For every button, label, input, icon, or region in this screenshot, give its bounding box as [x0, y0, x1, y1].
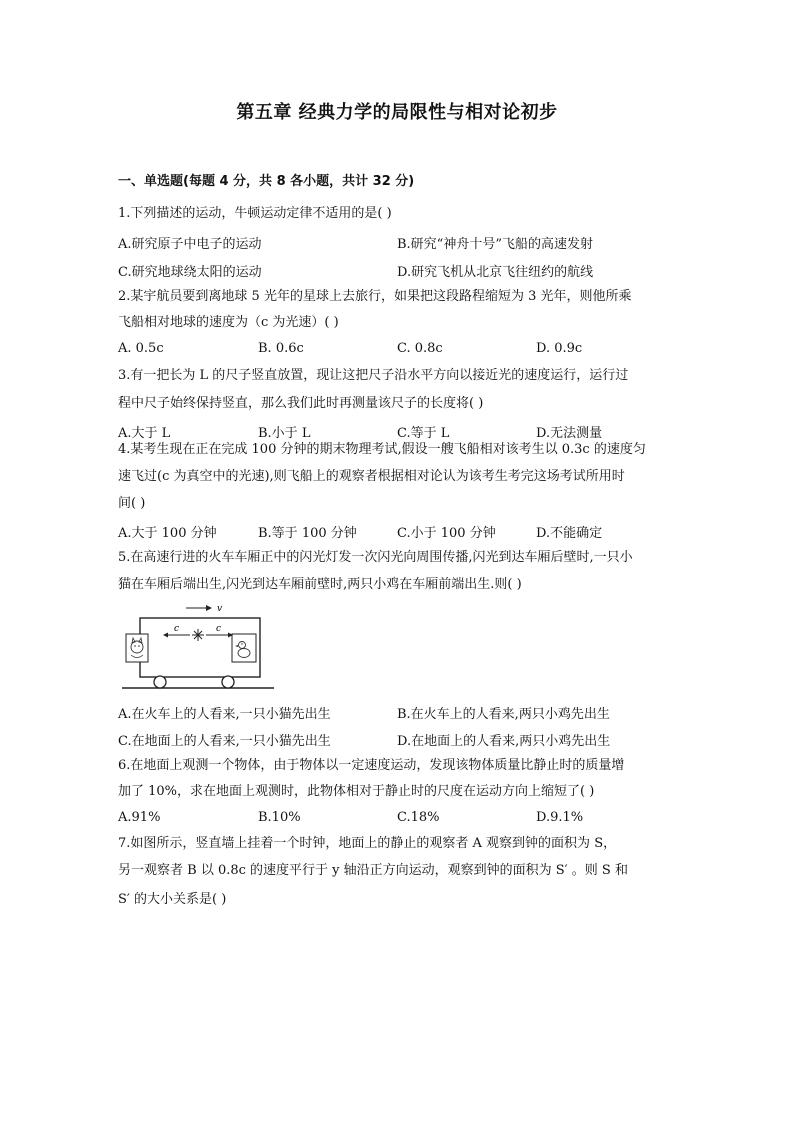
question-7-line-1: 7.如图所示，竖直墙上挂着一个时钟，地面上的静止的观察者 A 观察到钟的面积为 S，	[118, 836, 617, 851]
velocity-arrow	[186, 605, 212, 611]
question-7-line-2: 另一观察者 B 以 0.8c 的速度平行于 y 轴沿正方向运动，观察到钟的面积为 S′ 。则 S 和	[118, 863, 628, 878]
q6-option-d: D.9.1%	[536, 810, 584, 825]
q2-option-c: C. 0.8c	[397, 341, 443, 356]
q4-option-b: B.等于 100 分钟	[258, 526, 357, 541]
light-speed-label-left: c	[174, 624, 180, 634]
q3-option-d: D.无法测量	[536, 426, 603, 441]
q5-option-a: A.在火车上的人看来,一只小猫先出生	[118, 707, 331, 722]
question-4-line-2: 速飞过(c 为真空中的光速),则飞船上的观察者根据相对论认为该考生考完这场考试所用时	[118, 469, 625, 484]
q4-option-d: D.不能确定	[536, 526, 603, 541]
q1-option-a: A.研究原子中电子的运动	[118, 237, 262, 252]
question-6-line-1: 6.在地面上观测一个物体，由于物体以一定速度运动，发现该物体质量比静止时的质量增	[118, 758, 625, 773]
train-car-figure	[118, 600, 278, 692]
question-2-line-2: 飞船相对地球的速度为（c 为光速）( )	[118, 315, 339, 330]
question-5-line-1: 5.在高速行进的火车车厢正中的闪光灯发一次闪光向周围传播,闪光到达车厢后壁时,一只小	[118, 550, 633, 565]
q1-option-b: B.研究“神舟十号”飞船的高速发射	[397, 237, 593, 252]
q6-option-a: A.91%	[118, 810, 161, 825]
q6-option-c: C.18%	[397, 810, 440, 825]
q5-option-c: C.在地面上的人看来,一只小猫先出生	[118, 734, 331, 749]
question-2-line-1: 2.某宇航员要到离地球 5 光年的星球上去旅行，如果把这段路程缩短为 3 光年，则他所乘	[118, 289, 632, 304]
q3-option-a: A.大于 L	[118, 426, 171, 441]
q1-option-d: D.研究飞机从北京飞往纽约的航线	[397, 265, 594, 280]
chapter-title: 第五章 经典力学的局限性与相对论初步	[236, 102, 558, 123]
q5-option-b: B.在火车上的人看来,两只小鸡先出生	[397, 707, 610, 722]
chicks-box	[232, 634, 256, 662]
question-4-line-3: 间( )	[118, 496, 146, 511]
q3-option-c: C.等于 L	[397, 426, 450, 441]
question-6-line-2: 加了 10%，求在地面上观测时，此物体相对于静止时的尺度在运动方向上缩短了( )	[118, 784, 595, 799]
q3-option-b: B.小于 L	[258, 426, 311, 441]
question-3-line-2: 程中尺子始终保持竖直，那么我们此时再测量该尺子的长度将( )	[118, 396, 484, 411]
q6-option-b: B.10%	[258, 810, 301, 825]
q5-option-d: D.在地面上的人看来,两只小鸡先出生	[397, 734, 611, 749]
q2-option-a: A. 0.5c	[118, 341, 164, 356]
question-1-line-1: 1.下列描述的运动，牛顿运动定律不适用的是( )	[118, 206, 392, 221]
question-4-line-1: 4.某考生现在正在完成 100 分钟的期末物理考试,假设一艘飞船相对该考生以 0.3c 的速度匀	[118, 442, 646, 457]
question-5-line-2: 猫在车厢后端出生,闪光到达车厢前壁时,两只小鸡在车厢前端出生.则( )	[118, 577, 522, 592]
wheel-right	[222, 676, 234, 688]
light-speed-label-right: c	[216, 624, 222, 634]
q1-option-c: C.研究地球绕太阳的运动	[118, 265, 262, 280]
velocity-label: v	[217, 604, 223, 614]
q4-option-c: C.小于 100 分钟	[397, 526, 496, 541]
q2-option-d: D. 0.9c	[536, 341, 583, 356]
q4-option-a: A.大于 100 分钟	[118, 526, 217, 541]
q2-option-b: B. 0.6c	[258, 341, 304, 356]
kitten-box	[126, 634, 148, 662]
question-7-line-3: S′ 的大小关系是( )	[118, 892, 227, 907]
section-heading: 一、单选题(每题 4 分，共 8 各小题，共计 32 分)	[118, 174, 415, 189]
question-3-line-1: 3.有一把长为 L 的尺子竖直放置，现让这把尺子沿水平方向以接近光的速度运行，运行过	[118, 368, 629, 383]
flash-lamp	[192, 629, 204, 641]
wheel-left	[154, 676, 166, 688]
